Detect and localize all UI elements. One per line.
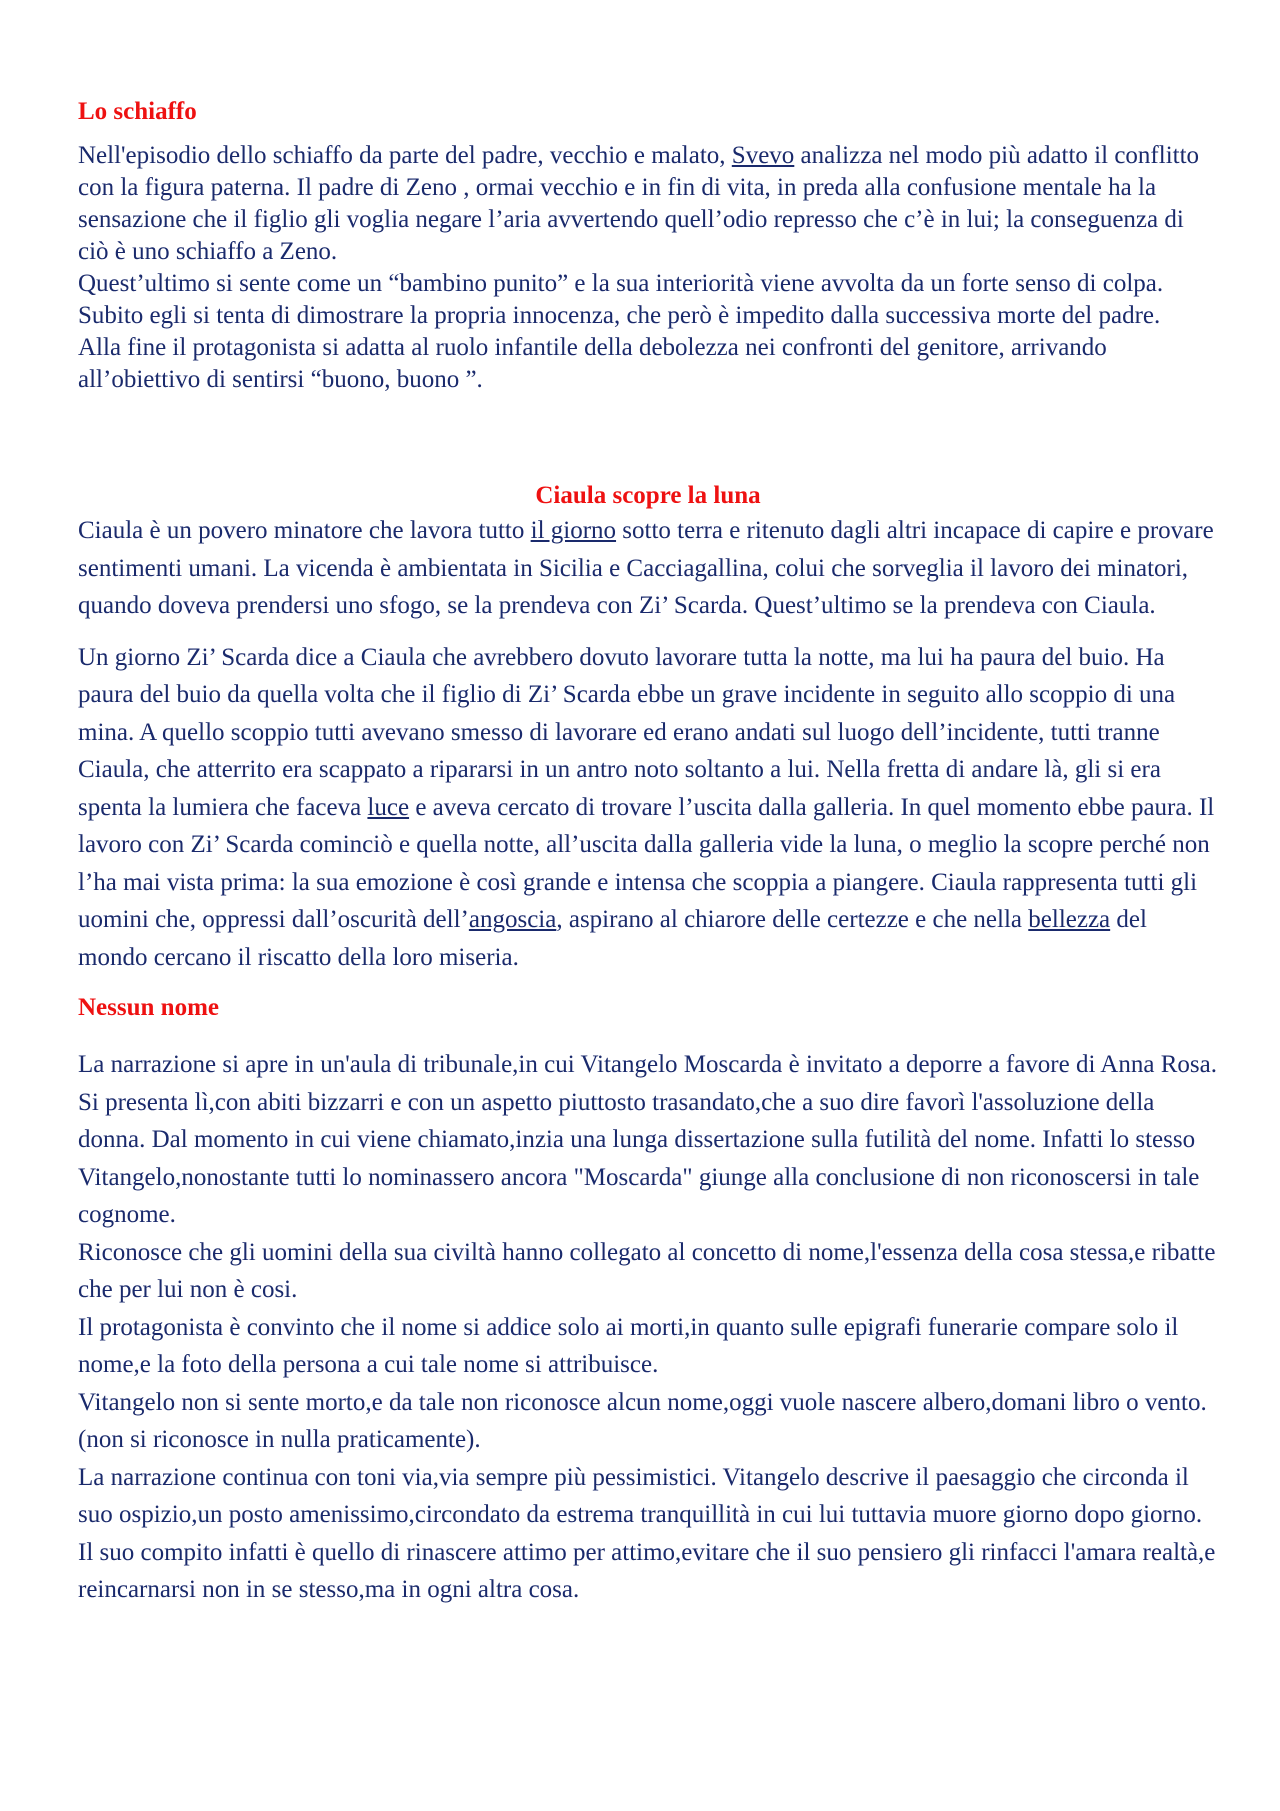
link-bellezza[interactable]: bellezza [1028,906,1111,933]
section-title-ciaula: Ciaula scopre la luna [535,482,761,509]
paragraph: Vitangelo non si sente morto,e da tale non riconosce alcun nome,oggi vuole nascere albero,domani libro o vento. (non si riconosce in nulla praticamente). [78,1388,1207,1453]
section-title-nessun-nome: Nessun nome [78,994,219,1021]
paragraph [78,639,1218,977]
text-span: e aveva cercato di trovare l’uscita dalla galleria. In quel momento ebbe paura. Il lavoro con Zi’ Scarda cominciò e quella notte, all’uscita dalla galleria vide la luna, o meglio la scopre perché non l’ha mai vista prima: la sua emozione è così grande e intensa che scoppia a piangere. Ciaula rappresenta tutti gli uomini che, oppressi dall’oscurità dell’ [78,793,1215,933]
document-page [78,96,1218,1609]
section-nessun-nome [78,992,1218,1609]
paragraph: Alla fine il protagonista si adatta al ruolo infantile della debolezza nei confronti del genitore, arrivando all’obiettivo di sentirsi “buono, buono ”. [78,334,1107,393]
section-title-lo-schiaffo: Lo schiaffo [78,98,197,125]
link-angoscia[interactable]: angoscia [468,906,557,933]
paragraph: Riconosce che gli uomini della sua civiltà hanno collegato al concetto di nome,l'essenza della cosa stessa,e ribatte che per lui non è cosi. [78,1238,1216,1303]
paragraph [78,140,1218,268]
section-ciaula-scopre-la-luna [78,480,1218,976]
paragraph: La narrazione si apre in un'aula di tribunale,in cui Vitangelo Moscarda è invitato a deporre a favore di Anna Rosa. Si presenta lì,con abiti bizzarri e con un aspetto piuttosto trasandato,che a suo dire favorì l'assoluzione della donna. Dal momento in cui viene chiamato,inzia una lunga dissertazione sulla futilità del nome. Infatti lo stesso Vitangelo,nonostante tutti lo nominassero ancora "Moscarda" giunge alla conclusione di non riconoscersi in tale cognome. [78,1051,1217,1228]
link-il-giorno[interactable]: il giorno [530,517,617,544]
text-span: , aspirano al chiarore delle certezze e che nella [556,906,1029,933]
link-luce[interactable]: luce [367,793,410,821]
paragraph: Quest’ultimo si sente come un “bambino punito” e la sua interiorità viene avvolta da un forte senso di colpa. Subito egli si tenta di dimostrare la propria innocenza, che però è impedito dalla successiva morte del padre. [78,270,1164,329]
text-span: Nell'episodio dello schiaffo da parte del padre, vecchio e malato, [78,142,732,169]
text-span: analizza nel modo più adatto il conflitto con la figura paterna. Il padre di Zeno , ormai vecchio e in fin di vita, in preda alla confusione mentale ha la sensazione che il figlio gli voglia negare l’aria avvertendo quell’odio represso che c’è in lui; la conseguenza di ciò è uno schiaffo a Zeno. [78,142,1200,265]
text-span: del mondo cercano il riscatto della loro miseria. [78,906,1147,971]
text-span: Un giorno Zi’ Scarda dice a Ciaula che avrebbero dovuto lavorare tutta la notte, ma lui ha paura del buio. Ha paura del buio da quella volta che il figlio di Zi’ Scarda ebbe un grave incidente in seguito allo scoppio di una mina. A quello scoppio tutti avevano smesso di lavorare ed erano andati sul luogo dell’incidente, tutti tranne Ciaula, che atterrito era scappato a ripararsi in un antro noto soltanto a lui. Nella fretta di andare là, gli si era spenta la lumiera che faceva [78,643,1176,821]
text-span: Ciaula è un povero minatore che lavora tutto [78,517,531,544]
link-svevo[interactable]: Svevo [731,142,795,169]
paragraph: La narrazione continua con toni via,via sempre più pessimistici. Vitangelo descrive il paesaggio che circonda il suo ospizio,un posto amenissimo,circondato da estrema tranquillità in cui lui tuttavia muore giorno dopo giorno. Il suo compito infatti è quello di rinascere attimo per attimo,evitare che il suo pensiero gli rinfacci l'amara realtà,e reincarnarsi non in se stesso,ma in ogni altra cosa. [78,1463,1216,1603]
section-lo-schiaffo [78,96,1218,396]
text-span: sotto terra e ritenuto dagli altri incapace di capire e provare sentimenti umani. La vicenda è ambientata in Sicilia e Cacciagallina, colui che sorveglia il lavoro dei minatori, quando doveva prendersi uno sfogo, se la prendeva con Zi’ Scarda. Quest’ultimo se la prendeva con Ciaula. [78,517,1214,619]
paragraph: Il protagonista è convinto che il nome si addice solo ai morti,in quanto sulle epigrafi funerarie compare solo il nome,e la foto della persona a cui tale nome si attribuisce. [78,1313,1179,1378]
paragraph [78,512,1218,625]
